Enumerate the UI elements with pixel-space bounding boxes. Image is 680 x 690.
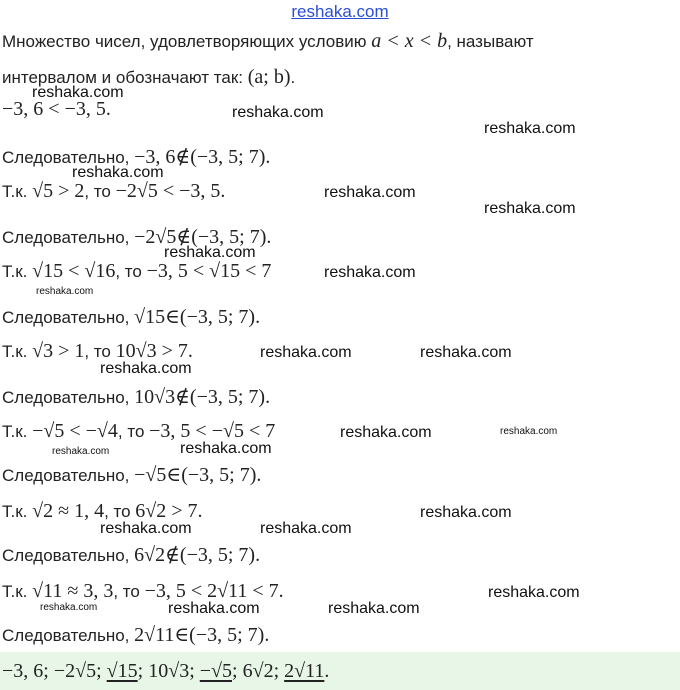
answer-item: 2√11 [284, 660, 325, 682]
premise-label: Т.к. [2, 422, 33, 441]
watermark: reshaka.com [484, 200, 576, 217]
formula: −√5 < −√4 [32, 420, 118, 442]
premise-label: , то [115, 262, 147, 281]
formula: (−3, 5; 7). [190, 146, 271, 168]
watermark: reshaka.com [484, 120, 576, 137]
conclusion-label: Следовательно, [2, 546, 135, 565]
watermark: reshaka.com [36, 286, 94, 297]
formula: (−3, 5; 7). [179, 306, 261, 328]
watermark: reshaka.com [232, 104, 324, 121]
answer-separator: ; [43, 660, 54, 682]
not-in-symbol: ∉ [165, 544, 180, 566]
formula: 6√2 > 7. [135, 500, 203, 522]
watermark: reshaka.com [32, 84, 124, 101]
premise-label: , то [84, 182, 116, 201]
watermark: reshaka.com [260, 344, 352, 361]
watermark: reshaka.com [328, 600, 420, 617]
formula: 2√11 [134, 624, 175, 646]
premise-label: Т.к. [2, 342, 33, 361]
watermark: reshaka.com [40, 602, 98, 613]
formula: −3, 6 [134, 146, 176, 168]
watermark: reshaka.com [324, 184, 416, 201]
watermark: reshaka.com [100, 360, 192, 377]
intro-text: . [290, 68, 296, 87]
answer-separator: ; [273, 660, 285, 682]
conclusion-label: Следовательно, [2, 148, 135, 167]
answer-item: −3, 6 [2, 660, 44, 682]
watermark: reshaka.com [100, 520, 192, 537]
watermark: reshaka.com [488, 584, 580, 601]
answer-separator: ; [96, 660, 107, 682]
formula: (−3, 5; 7). [179, 544, 261, 566]
conclusion-line-7 [2, 624, 269, 647]
formula: √5 > 2 [32, 180, 85, 202]
conclusion-label: Следовательно, [2, 626, 135, 645]
answer-item: 6√2 [242, 660, 274, 682]
formula: 10√3 [134, 386, 176, 408]
intro-line-1 [2, 30, 534, 53]
premise-label: , то [84, 342, 116, 361]
formula: (−3, 5; 7). [189, 386, 271, 408]
formula: 6√2 [134, 544, 166, 566]
site-link[interactable]: reshaka.com [291, 2, 389, 21]
formula: −3, 5 < −√5 < 7 [149, 420, 276, 442]
not-in-symbol: ∉ [175, 146, 191, 168]
answer-line [2, 660, 329, 683]
watermark: reshaka.com [340, 424, 432, 441]
formula: (−3, 5; 7). [191, 226, 272, 248]
answer-item: −√5 [199, 660, 233, 682]
conclusion-line-6 [2, 544, 260, 567]
in-symbol: ∈ [165, 306, 180, 328]
in-symbol: ∈ [174, 624, 190, 646]
premise-label: Т.к. [2, 582, 33, 601]
formula: −3, 6 < −3, 5. [2, 98, 111, 120]
answer-item: −2√5 [53, 660, 97, 682]
answer-separator: ; [232, 660, 243, 682]
formula: (−3, 5; 7). [189, 624, 270, 646]
answer-separator: ; [137, 660, 149, 682]
premise-label: Т.к. [2, 182, 33, 201]
formula: −√5 [134, 464, 167, 486]
interval-notation: (a; b) [247, 66, 291, 88]
watermark: reshaka.com [180, 440, 272, 457]
intro-text: интервалом и обозначают так: [2, 68, 248, 87]
watermark: reshaka.com [168, 600, 260, 617]
conclusion-line-4 [2, 386, 270, 409]
premise-label: , то [113, 582, 145, 601]
intro-text: , называют [447, 32, 534, 51]
premise-line-3 [2, 260, 271, 283]
in-symbol: ∈ [166, 464, 182, 486]
formula: −2√5 [134, 226, 177, 248]
watermark: reshaka.com [324, 264, 416, 281]
formula: −3, 5 < √15 < 7 [146, 260, 272, 282]
answer-item: 10√3 [148, 660, 190, 682]
premise-label: , то [117, 422, 150, 441]
formula: √11 ≈ 3, 3 [32, 580, 114, 602]
formula: √3 > 1 [32, 340, 85, 362]
conclusion-label: Следовательно, [2, 388, 135, 407]
conclusion-label: Следовательно, [2, 228, 135, 247]
watermark: reshaka.com [500, 426, 558, 437]
premise-label: , то [104, 502, 136, 521]
intro-text: Множество чисел, удовлетворяющих условию [2, 32, 372, 51]
answer-item: √15 [106, 660, 138, 682]
conclusion-line-3 [2, 306, 260, 329]
formula: √15 [134, 306, 166, 328]
not-in-symbol: ∉ [175, 386, 190, 408]
answer-separator: . [324, 660, 330, 682]
formula: √15 < √16 [32, 260, 116, 282]
watermark: reshaka.com [420, 504, 512, 521]
premise-line-2 [2, 180, 225, 203]
formula: −2√5 < −3, 5. [115, 180, 226, 202]
watermark: reshaka.com [260, 520, 352, 537]
formula: −3, 5 < 2√11 < 7. [144, 580, 284, 602]
watermark: reshaka.com [52, 446, 110, 457]
formula: √2 ≈ 1, 4 [32, 500, 105, 522]
premise-label: Т.к. [2, 262, 33, 281]
answer-box [0, 652, 680, 690]
conclusion-label: Следовательно, [2, 308, 135, 327]
answer-separator: ; [189, 660, 200, 682]
watermark: reshaka.com [164, 244, 256, 261]
formula: 10√3 > 7. [115, 340, 193, 362]
not-in-symbol: ∉ [176, 226, 192, 248]
formula: (−3, 5; 7). [181, 464, 262, 486]
conclusion-label: Следовательно, [2, 466, 135, 485]
watermark: reshaka.com [72, 164, 164, 181]
condition-formula: a < x < b [371, 30, 448, 52]
premise-label: Т.к. [2, 502, 33, 521]
watermark: reshaka.com [420, 344, 512, 361]
conclusion-line-5 [2, 464, 261, 487]
